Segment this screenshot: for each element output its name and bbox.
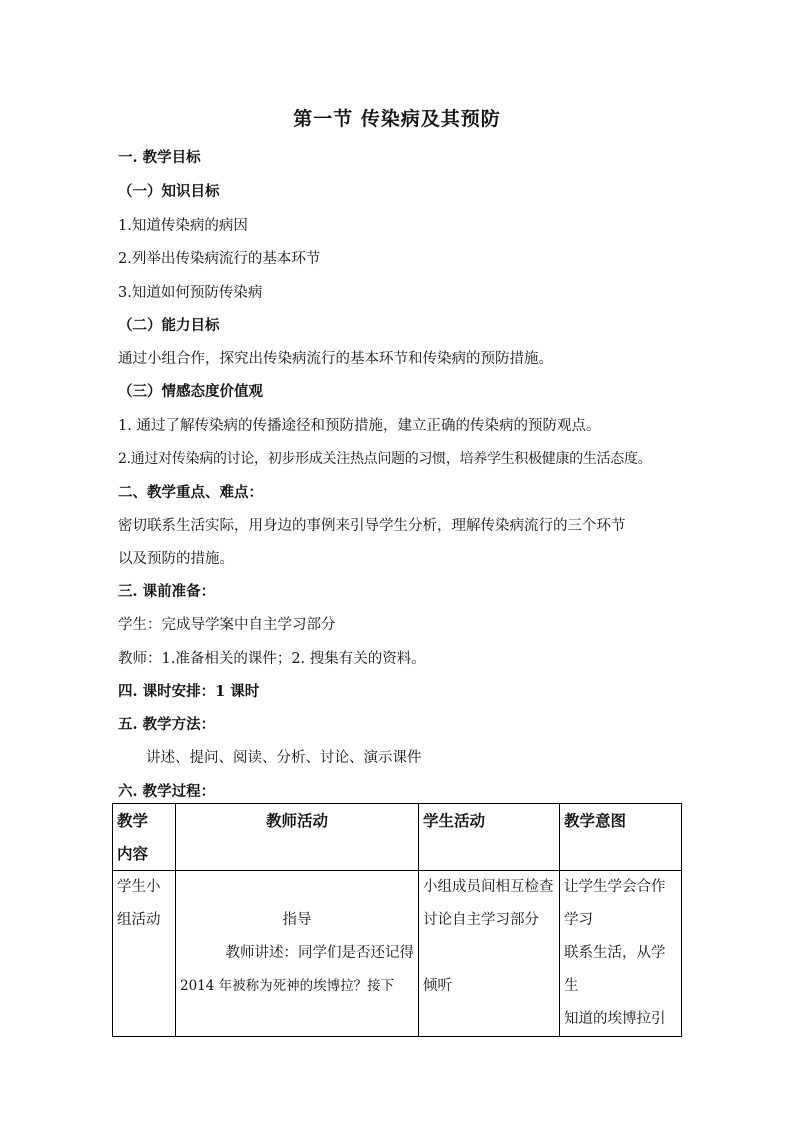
section-6-heading: 六. 教学过程： xyxy=(118,783,216,800)
teacher-preparation: 教师：1.准备相关的课件；2. 搜集有关的资料。 xyxy=(118,651,426,667)
section-3-heading: 三. 课前准备： xyxy=(118,583,216,600)
header-teacher-activity: 教师活动 xyxy=(176,804,419,871)
cell-student-activity: 小组成员间相互检查 讨论自主学习部分 倾听 xyxy=(419,871,560,1037)
section-5-heading: 五. 教学方法： xyxy=(118,716,216,733)
knowledge-goals-heading: （一）知识目标 xyxy=(118,183,220,200)
section-2-heading: 二、教学重点、难点： xyxy=(118,484,263,501)
student-preparation: 学生：完成导学案中自主学习部分 xyxy=(118,617,336,633)
attitude-goals-heading: （三）情感态度价值观 xyxy=(118,383,263,400)
attitude-goal-2: 2.通过对传染病的讨论，初步形成关注热点问题的习惯，培养学生积极健康的生活态度。 xyxy=(118,451,652,467)
ability-goals-text: 通过小组合作，探究出传染病流行的基本环节和传染病的预防措施。 xyxy=(118,351,553,367)
cell-teacher-activity: 指导 教师讲述：同学们是否还记得 2014 年被称为死神的埃博拉？接下 xyxy=(176,871,419,1037)
header-content: 教学 内容 xyxy=(113,804,176,871)
key-points-line-2: 以及预防的措施。 xyxy=(118,551,234,567)
teaching-process-table xyxy=(112,803,682,1037)
cell-teaching-intent: 让学生学会合作 学习 联系生活，从学生 知道的埃博拉引 xyxy=(560,871,682,1037)
section-1-heading: 一. 教学目标 xyxy=(118,149,201,166)
key-points-line-1: 密切联系生活实际，用身边的事例来引导学生分析，理解传染病流行的三个环节 xyxy=(118,518,626,534)
knowledge-goal-1: 1.知道传染病的病因 xyxy=(118,218,248,234)
section-4-heading: 四. 课时安排：1 课时 xyxy=(118,683,260,700)
cell-content: 学生小 组活动 xyxy=(113,871,176,1037)
ability-goals-heading: （二）能力目标 xyxy=(118,317,220,334)
attitude-goal-1: 1. 通过了解传染病的传播途径和预防措施，建立正确的传染病的预防观点。 xyxy=(118,418,601,434)
table-header-row xyxy=(113,804,682,871)
teaching-methods: 讲述、提问、阅读、分析、讨论、演示课件 xyxy=(146,750,422,766)
page-title: 第一节 传染病及其预防 xyxy=(293,108,501,130)
header-student-activity: 学生活动 xyxy=(419,804,560,871)
table-row xyxy=(113,871,682,1037)
header-teaching-intent: 教学意图 xyxy=(560,804,682,871)
knowledge-goal-3: 3.知道如何预防传染病 xyxy=(118,285,263,301)
knowledge-goal-2: 2.列举出传染病流行的基本环节 xyxy=(118,251,321,267)
